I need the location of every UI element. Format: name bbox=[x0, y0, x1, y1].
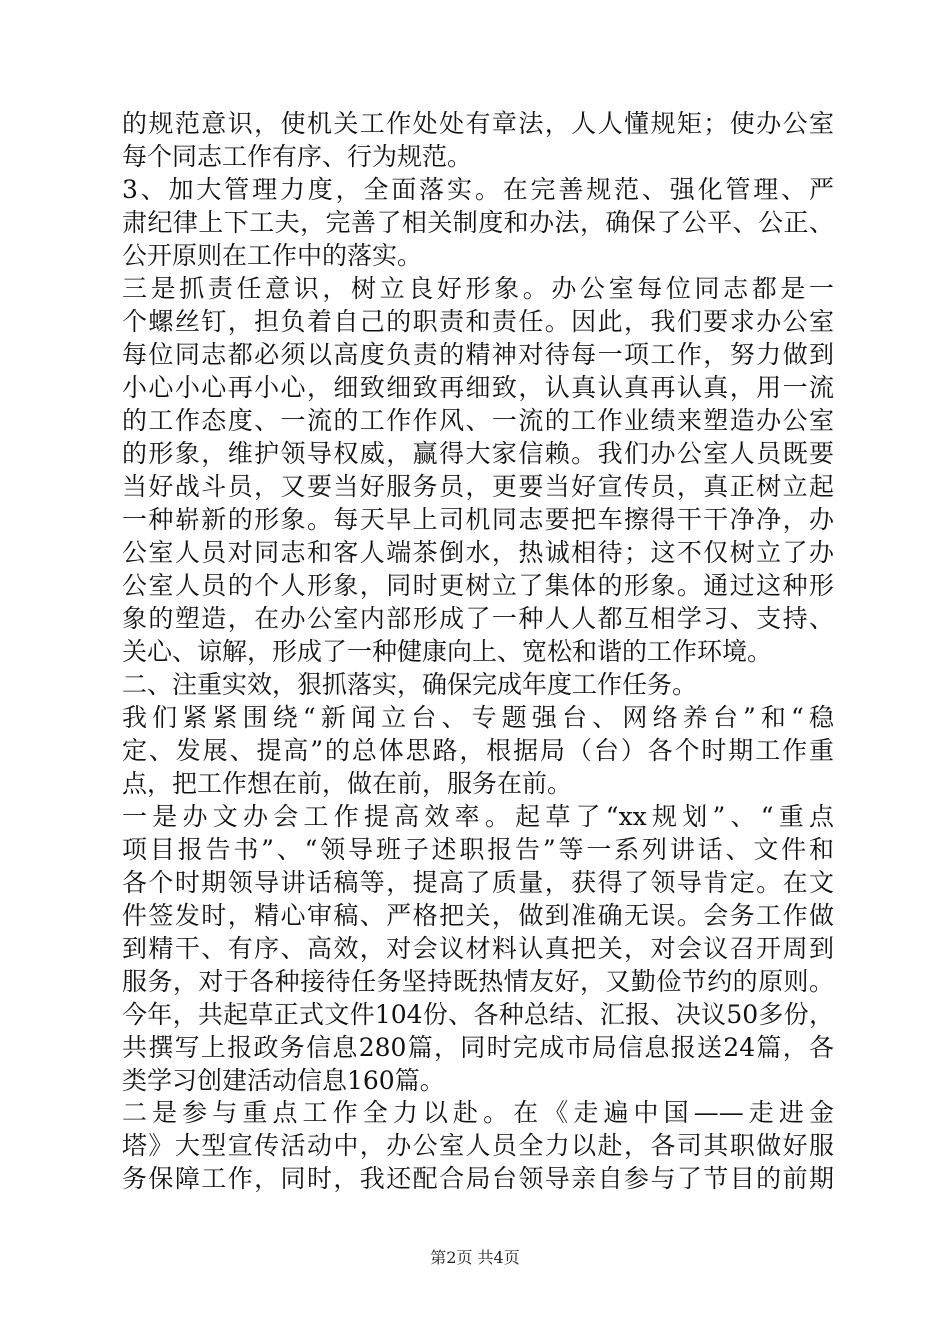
text-line: 一种崭新的形象。每天早上司机同志要把车擦得干干净净，办 bbox=[122, 505, 834, 534]
text-line: 公室人员的个人形象，同时更树立了集体的形象。通过这种形 bbox=[122, 571, 834, 600]
text-line: 类学习创建活动信息160篇。 bbox=[122, 1066, 445, 1095]
text-line: 二是参与重点工作全力以赴。在《走遍中国——走进金 bbox=[122, 1098, 834, 1127]
text-line: 各个时期领导讲话稿等，提高了质量，获得了领导肯定。在文 bbox=[122, 868, 834, 897]
text-line: 每个同志工作有序、行为规范。 bbox=[122, 142, 473, 171]
text-line: 三是抓责任意识，树立良好形象。办公室每位同志都是一 bbox=[122, 274, 834, 303]
text-line: 肃纪律上下工夫，完善了相关制度和办法，确保了公平、公正、 bbox=[122, 208, 834, 237]
text-line: 项目报告书”、“领导班子述职报告”等一系列讲话、文件和 bbox=[122, 835, 834, 864]
text-line: 服务，对于各种接待任务坚持既热情友好，又勤俭节约的原则。 bbox=[122, 967, 834, 996]
text-line: 的规范意识，使机关工作处处有章法，人人懂规矩；使办公室 bbox=[122, 109, 834, 138]
text-line: 务保障工作，同时，我还配合局台领导亲自参与了节目的前期 bbox=[122, 1164, 834, 1193]
text-line: 今年，共起草正式文件104份、各种总结、汇报、决议50多份， bbox=[122, 1000, 834, 1029]
text-line: 象的塑造，在办公室内部形成了一种人人都互相学习、支持、 bbox=[122, 604, 834, 633]
text-line: 公开原则在工作中的落实。 bbox=[122, 241, 423, 270]
text-line: 件签发时，精心审稿、严格把关，做到准确无误。会务工作做 bbox=[122, 901, 834, 930]
text-line: 的形象，维护领导权威，赢得大家信赖。我们办公室人员既要 bbox=[122, 439, 834, 468]
text-line: 一是办文办会工作提高效率。起草了“xx规划”、“重点 bbox=[122, 802, 834, 831]
text-line: 我们紧紧围绕“新闻立台、专题强台、网络养台”和“稳 bbox=[122, 703, 834, 732]
text-line: 每位同志都必须以高度负责的精神对待每一项工作，努力做到 bbox=[122, 340, 834, 369]
text-line: 公室人员对同志和客人端茶倒水，热诚相待；这不仅树立了办 bbox=[122, 538, 834, 567]
page-footer: 第2页 共4页 bbox=[430, 1248, 520, 1267]
text-line: 到精干、有序、高效，对会议材料认真把关，对会议召开周到 bbox=[122, 934, 834, 963]
text-line: 当好战斗员，又要当好服务员，更要当好宣传员，真正树立起 bbox=[122, 472, 834, 501]
text-line: 点，把工作想在前，做在前，服务在前。 bbox=[122, 769, 573, 798]
text-line: 共撰写上报政务信息280篇，同时完成市局信息报送24篇，各 bbox=[122, 1033, 834, 1062]
text-line: 定、发展、提高”的总体思路，根据局（台）各个时期工作重 bbox=[122, 736, 834, 765]
text-line: 塔》大型宣传活动中，办公室人员全力以赴，各司其职做好服 bbox=[122, 1131, 834, 1160]
text-line: 个螺丝钉，担负着自己的职责和责任。因此，我们要求办公室 bbox=[122, 307, 834, 336]
section-heading: 二、注重实效，狠抓落实，确保完成年度工作任务。 bbox=[122, 670, 698, 699]
text-line: 的工作态度、一流的工作作风、一流的工作业绩来塑造办公室 bbox=[122, 406, 834, 435]
text-line: 小心小心再小心，细致细致再细致，认真认真再认真，用一流 bbox=[122, 373, 834, 402]
text-line: 关心、谅解，形成了一种健康向上、宽松和谐的工作环境。 bbox=[122, 637, 773, 666]
text-line: 3、加大管理力度，全面落实。在完善规范、强化管理、严 bbox=[122, 175, 834, 204]
